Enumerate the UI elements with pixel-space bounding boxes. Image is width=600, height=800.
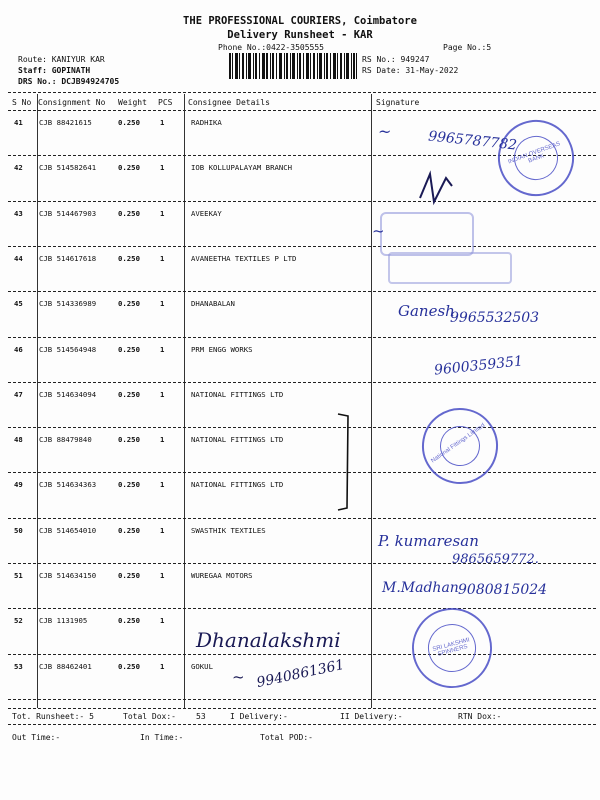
col-consignment: Consignment No <box>38 98 106 107</box>
row-rule <box>8 337 596 338</box>
bracket-mark <box>336 412 356 512</box>
drs-number: DRS No.: DCJB94924705 <box>18 77 120 86</box>
row-sno: 42 <box>14 163 23 172</box>
row-consignment: CJB 514654010 <box>39 526 97 535</box>
row-weight: 0.250 <box>118 480 140 489</box>
row-weight: 0.250 <box>118 254 140 263</box>
col-divider <box>37 94 38 708</box>
row-rule <box>8 291 596 292</box>
row-sno: 48 <box>14 435 23 444</box>
row-consignee: GOKUL <box>191 662 213 671</box>
lakshmi-spinners-stamp: SRI LAKSHMI SPINNERS <box>403 599 501 697</box>
handwritten-phone-45: 9965532503 <box>450 310 540 326</box>
row-consignee: DHANABALAN <box>191 299 235 308</box>
row-consignee: SWASTHIK TEXTILES <box>191 526 266 535</box>
row-sno: 53 <box>14 662 23 671</box>
row-consignee: NATIONAL FITTINGS LTD <box>191 390 284 399</box>
row-consignee: PRM ENGG WORKS <box>191 345 253 354</box>
company-title: THE PROFESSIONAL COURIERS, Coimbatore <box>183 15 417 27</box>
row-consignment: CJB 514634363 <box>39 480 97 489</box>
row-rule <box>8 654 596 655</box>
barcode <box>229 53 357 79</box>
row-weight: 0.250 <box>118 118 140 127</box>
row-consignment: CJB 514582641 <box>39 163 97 172</box>
signature-41: ~ <box>378 122 392 141</box>
row-pcs: 1 <box>160 480 165 489</box>
aveekay-stamp <box>380 212 474 256</box>
row-consignment: CJB 1131905 <box>39 616 88 625</box>
row-sno: 50 <box>14 526 23 535</box>
row-consignee: WUREGAA MOTORS <box>191 571 253 580</box>
row-consignment: CJB 514617618 <box>39 254 97 263</box>
handwritten-phone-51: 9080815024 <box>458 582 548 598</box>
in-time: In Time:- <box>140 733 184 742</box>
rs-date: RS Date: 31-May-2022 <box>362 66 459 75</box>
row-rule <box>8 699 596 700</box>
handwritten-name-45: Ganesh <box>398 302 455 320</box>
avaneetha-stamp <box>388 252 512 284</box>
row-weight: 0.250 <box>118 209 140 218</box>
staff: Staff: GOPINATH <box>18 66 91 75</box>
row-pcs: 1 <box>160 209 165 218</box>
row-sno: 52 <box>14 616 23 625</box>
row-weight: 0.250 <box>118 435 140 444</box>
row-weight: 0.250 <box>118 662 140 671</box>
row-sno: 43 <box>14 209 23 218</box>
col-weight: Weight <box>118 98 147 107</box>
row-weight: 0.250 <box>118 526 140 535</box>
row-consignee: AVEEKAY <box>191 209 222 218</box>
national-fittings-stamp: National Fittings Limited <box>407 393 513 499</box>
table-top-rule <box>8 92 596 93</box>
col-consignee: Consignee Details <box>188 98 270 107</box>
row-sno: 41 <box>14 118 23 127</box>
tot-runsheet: Tot. Runsheet:- 5 <box>12 712 94 721</box>
row-weight: 0.250 <box>118 390 140 399</box>
row-rule <box>8 201 596 202</box>
row-consignee: IOB KOLLUPALAYAM BRANCH <box>191 163 293 172</box>
row-consignee: NATIONAL FITTINGS LTD <box>191 480 284 489</box>
total-pod: Total POD:- <box>260 733 313 742</box>
row-pcs: 1 <box>160 345 165 354</box>
row-weight: 0.250 <box>118 163 140 172</box>
row-weight: 0.250 <box>118 299 140 308</box>
col-signature: Signature <box>376 98 420 107</box>
handwritten-name-52: Dhanalakshmi <box>196 628 341 652</box>
i-delivery: I Delivery:- <box>230 712 288 721</box>
rtn-dox: RTN Dox:- <box>458 712 502 721</box>
col-sno: S No <box>12 98 32 107</box>
row-rule <box>8 382 596 383</box>
phone-number: Phone No.:0422-3505555 <box>218 43 324 52</box>
row-weight: 0.250 <box>118 616 140 625</box>
row-sno: 46 <box>14 345 23 354</box>
row-pcs: 1 <box>160 390 165 399</box>
footer-rule <box>8 724 596 725</box>
row-pcs: 1 <box>160 254 165 263</box>
row-consignment: CJB 88479840 <box>39 435 92 444</box>
row-sno: 44 <box>14 254 23 263</box>
row-consignee: NATIONAL FITTINGS LTD <box>191 435 284 444</box>
row-rule <box>8 608 596 609</box>
handwritten-name-50: P. kumaresan <box>378 532 479 550</box>
total-dox-value: 53 <box>196 712 206 721</box>
row-consignment: CJB 88421615 <box>39 118 92 127</box>
row-consignment: CJB 88462401 <box>39 662 92 671</box>
row-consignment: CJB 514634094 <box>39 390 97 399</box>
row-pcs: 1 <box>160 526 165 535</box>
col-divider <box>184 94 185 708</box>
runsheet-title: Delivery Runsheet - KAR <box>227 29 373 41</box>
row-rule <box>8 472 596 473</box>
row-rule <box>8 518 596 519</box>
col-divider <box>371 94 372 708</box>
row-sno: 49 <box>14 480 23 489</box>
row-rule <box>8 427 596 428</box>
col-pcs: PCS <box>158 98 173 107</box>
row-pcs: 1 <box>160 616 165 625</box>
handwritten-phone-50: 9865659772. <box>452 552 539 567</box>
handwritten-phone-46: 9600359351 <box>433 353 524 379</box>
row-sno: 47 <box>14 390 23 399</box>
row-consignment: CJB 514634150 <box>39 571 97 580</box>
row-consignment: CJB 514467903 <box>39 209 97 218</box>
row-consignment: CJB 514564948 <box>39 345 97 354</box>
row-pcs: 1 <box>160 163 165 172</box>
row-pcs: 1 <box>160 571 165 580</box>
route: Route: KANIYUR KAR <box>18 55 105 64</box>
total-dox-label: Total Dox:- <box>123 712 176 721</box>
signature-53: ~ <box>232 668 245 686</box>
row-pcs: 1 <box>160 662 165 671</box>
rs-number: RS No.: 949247 <box>362 55 430 64</box>
row-pcs: 1 <box>160 118 165 127</box>
signature-43: ~ <box>372 222 385 240</box>
handwritten-phone-53: 9940861361 <box>255 656 346 692</box>
out-time: Out Time:- <box>12 733 61 742</box>
table-header-rule <box>8 110 596 111</box>
handwritten-phone-41: 9965787782 <box>427 128 518 154</box>
row-consignee: RADHIKA <box>191 118 222 127</box>
table-bottom-rule <box>8 708 596 709</box>
page-number: Page No.:5 <box>443 43 492 52</box>
row-weight: 0.250 <box>118 571 140 580</box>
row-pcs: 1 <box>160 299 165 308</box>
row-rule <box>8 246 596 247</box>
row-weight: 0.250 <box>118 345 140 354</box>
handwritten-name-51: M.Madhan <box>382 580 459 596</box>
row-consignee: AVANEETHA TEXTILES P LTD <box>191 254 297 263</box>
signature-42 <box>416 168 456 208</box>
row-sno: 45 <box>14 299 23 308</box>
row-consignment: CJB 514336989 <box>39 299 97 308</box>
ii-delivery: II Delivery:- <box>340 712 403 721</box>
row-sno: 51 <box>14 571 23 580</box>
iob-bank-stamp: INDIAN OVERSEAS BANK <box>487 109 584 206</box>
row-pcs: 1 <box>160 435 165 444</box>
